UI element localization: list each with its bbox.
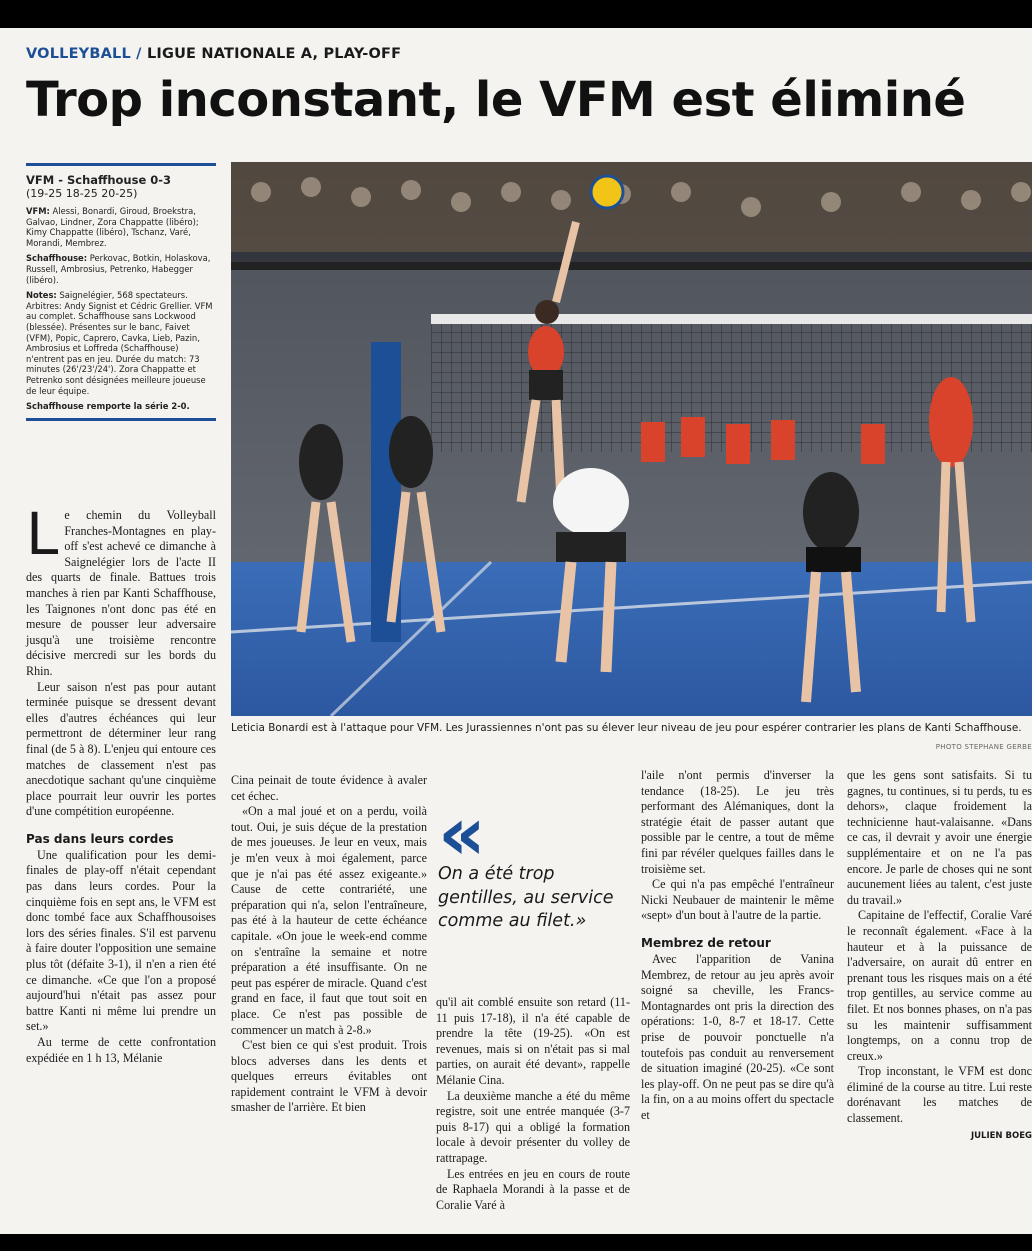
series-result: Schaffhouse remporte la série 2-0. [26, 401, 216, 421]
article-paragraph: Avec l'apparition de Vanina Membrez, de retour au jeu après avoir soigné sa cheville, les Francs-Montagnardes ont pris la direction des opérations: 1-0, 8-7 et 18-17. Cette prise de pouvoir ponctuelle n'a toutefois pas conduit au renversement de situation imaginé (20-25). «Ce sont les play-off. On ne peut pas se dire qu'à la fin, on a au moins offert du spectacle et [641, 951, 834, 1122]
subsection-label: LIGUE NATIONALE A, PLAY-OFF [146, 46, 402, 62]
schaffhouse-players: Perkovac, Botkin, Holaskova, Russell, Ambrosius, Petrenko, Habegger (libéro). [26, 253, 211, 285]
score-box [26, 163, 216, 426]
newspaper-page [0, 28, 1032, 1234]
article-column-2 [231, 773, 427, 1116]
vfm-players: Alessi, Bonardi, Giroud, Broekstra, Galvao, Lindner, Zora Chappatte (libéro); Kimy Chappatte (libéro), Tschanz, Varé, Morandi, Membrez. [26, 206, 199, 248]
article-column-1 [26, 500, 216, 1066]
match-score: VFM - Schaffhouse 0-3 [26, 173, 172, 187]
set-scores: (19-25 18-25 20-25) [26, 187, 138, 200]
article-paragraph: Ce qui n'a pas empêché l'entraîneur Nicki Neubauer de maintenir le même «sept» d'un bout à l'autre de la partie. [641, 877, 834, 923]
article-column-4 [641, 768, 834, 1123]
match-photo [231, 162, 1032, 716]
article-paragraph: que les gens sont satisfaits. Si tu gagnes, tu continues, si tu perds, tu es dehors», claque froidement la technicienne haut-valaisanne. «Dans ce cas, il devrait y avoir une énergie supplémentaire et on ne l'a pas encore. Je parle de choses qui ne sont aucunement liées au talent, c'est juste du travail.» [847, 768, 1032, 907]
article-paragraph: Au terme de cette confrontation expédiée en 1 h 13, Mélanie [26, 1035, 216, 1065]
lead-text: e chemin du Volleyball Franches-Montagnes en play-off s'est achevé ce dimanche à Saignelégier lors de l'acte II des quarts de finale. Battues trois manches à rien par Kanti Schaffhouse, les Taignones n'ont donc pas été en mesure de pousser leur adversaire jusqu'à une troisième rencontre décisive mercredi sur les bords du Rhin. [26, 508, 216, 678]
article-paragraph: Cina peinait de toute évidence à avaler cet échec. [231, 773, 427, 803]
section-kicker [26, 46, 401, 62]
section-label: VOLLEYBALL [26, 46, 131, 62]
schaffhouse-label: Schaffhouse: [26, 253, 88, 264]
article-paragraph: La deuxième manche a été du même registre, soit une entrée manquée (3-7 puis 8-17) qui a obligé la formation locale à devoir présenter du volley de rattrapage. [436, 1088, 630, 1165]
article-paragraph: qu'il ait comblé ensuite son retard (11-11 puis 17-18), il n'a été capable de prendre la tête (19-25). «On est revenues, mais si on n'était pas si mal parties, on aurait été devant», rappelle Mélanie Cina. [436, 995, 630, 1087]
vfm-label: VFM: [26, 206, 50, 216]
pull-quote-text: On a été trop gentilles, au service comme au filet.» [438, 864, 614, 931]
match-notes [26, 290, 216, 396]
lead-paragraph [26, 500, 216, 680]
quote-marks-icon: « [438, 791, 486, 877]
article-paragraph: Leur saison n'est pas pour autant terminée puisque se dressent devant elles d'autres échéances qui leur permettront de déterminer leur rang final (de 5 à 8). L'enjeu qui entoure ces matches de classement n'est pas anecdotique sachant qu'une cinquième place pourrait leur ouvrir les portes d'une compétition européenne. [26, 679, 216, 819]
article-paragraph: Les entrées en jeu en cours de route de Raphaela Morandi à la passe et de Coralie Varé à [436, 1166, 630, 1212]
photo-credit: PHOTO STEPHANE GERBE [935, 743, 1032, 751]
notes-text: Saignelégier, 568 spectateurs. Arbitres: Andy Signist et Cédric Grellier. VFM au complet. Schaffhouse sans Lockwood (blessée). Présentes sur le banc, Faivet (VFM), Popic, Caprero, Cavka, Lieb, Pazin, Ambrosius et Loffreda (Schaffhouse) n'entrent pas en jeu. Durée du match: 73 minutes (26'/23'/24'). Zora Chappatte et Petrenko sont désignées meilleure joueuse de leur équipe. [26, 290, 213, 396]
article-paragraph: l'aile n'ont permis d'inverser la tendance (18-25). Le jeu très performant des Alémaniques, dont la stratégie était de passer autant que possible par le centre, a tout de même fini par révéler quelques failles dans le troisième set. [641, 768, 834, 876]
vfm-lineup [26, 206, 216, 248]
pull-quote [438, 791, 634, 934]
volleyball-ball [591, 176, 623, 208]
article-column-3 [436, 995, 630, 1213]
article-paragraph: Une qualification pour les demi-finales de play-off n'était cependant pas dans leurs cordes. Pour la cinquième fois en sept ans, le VFM est donc tombé face aux Schaffhousoises lors des séries finales. S'il est parvenu à faire douter l'opposition une semaine plus tôt (défaite 3-1), il n'en a rien été ce dimanche. «Ce que l'on a proposé aujourd'hui n'était pas assez pour battre Kanti ni même lui prendre un set.» [26, 847, 216, 1034]
subheading-1: Pas dans leurs cordes [26, 831, 174, 846]
article-column-5 [847, 768, 1032, 1144]
subheading-2: Membrez de retour [641, 935, 771, 950]
article-paragraph: Trop inconstant, le VFM est donc éliminé de la course au titre. Lui reste dorénavant les matches de classement. [847, 1064, 1032, 1126]
article-paragraph: «On a mal joué et on a perdu, voilà tout. Oui, je suis déçue de la prestation de mes joueuses. Je leur en veux, mais je m'en veux à moi également, parce que je n'ai pas été assez exigeante.» Cause de cette contrariété, une préparation qui n'a, selon l'entraîneure, pas été à la hauteur de cette échéance capitale. «On joue le week-end comme on s'entraîne la semaine et notre préparation a été insuffisante. On ne peut pas espérer de miracle. Quand c'est grand en face, il faut que tout soit en place. Ce n'est pas possible de commencer un match à 2-8.» [231, 804, 427, 1037]
dropcap: L [26, 500, 59, 568]
schaffhouse-lineup [26, 253, 216, 285]
headline: Trop inconstant, le VFM est éliminé [26, 72, 966, 128]
notes-label: Notes: [26, 290, 57, 301]
article-paragraph: Capitaine de l'effectif, Coralie Varé le reconnaît également. «Face à la hauteur et à la puissance de l'adversaire, on aurait dû entrer en prenant tous les risques mais on a été trop gentilles, au service comme au filet. Et nos bonnes phases, on n'a pas su les maintenir suffisamment longtemps, on a connu trop de creux.» [847, 908, 1032, 1063]
section-separator: / [130, 46, 147, 62]
article-paragraph: C'est bien ce qui s'est produit. Trois blocs adverses dans les dents et quelques erreurs évitables ont rapidement contraint le VFM à devoir smasher de l'arrière. Et bien [231, 1038, 427, 1115]
volleyball-photo-illustration [231, 162, 1032, 716]
photo-caption: Leticia Bonardi est à l'attaque pour VFM. Les Jurassiennes n'ont pas su élever leur niveau de jeu pour espérer contrarier les plans de Kanti Schaffhouse. [231, 722, 1022, 734]
author-signature: JULIEN BOEG [970, 1130, 1032, 1141]
